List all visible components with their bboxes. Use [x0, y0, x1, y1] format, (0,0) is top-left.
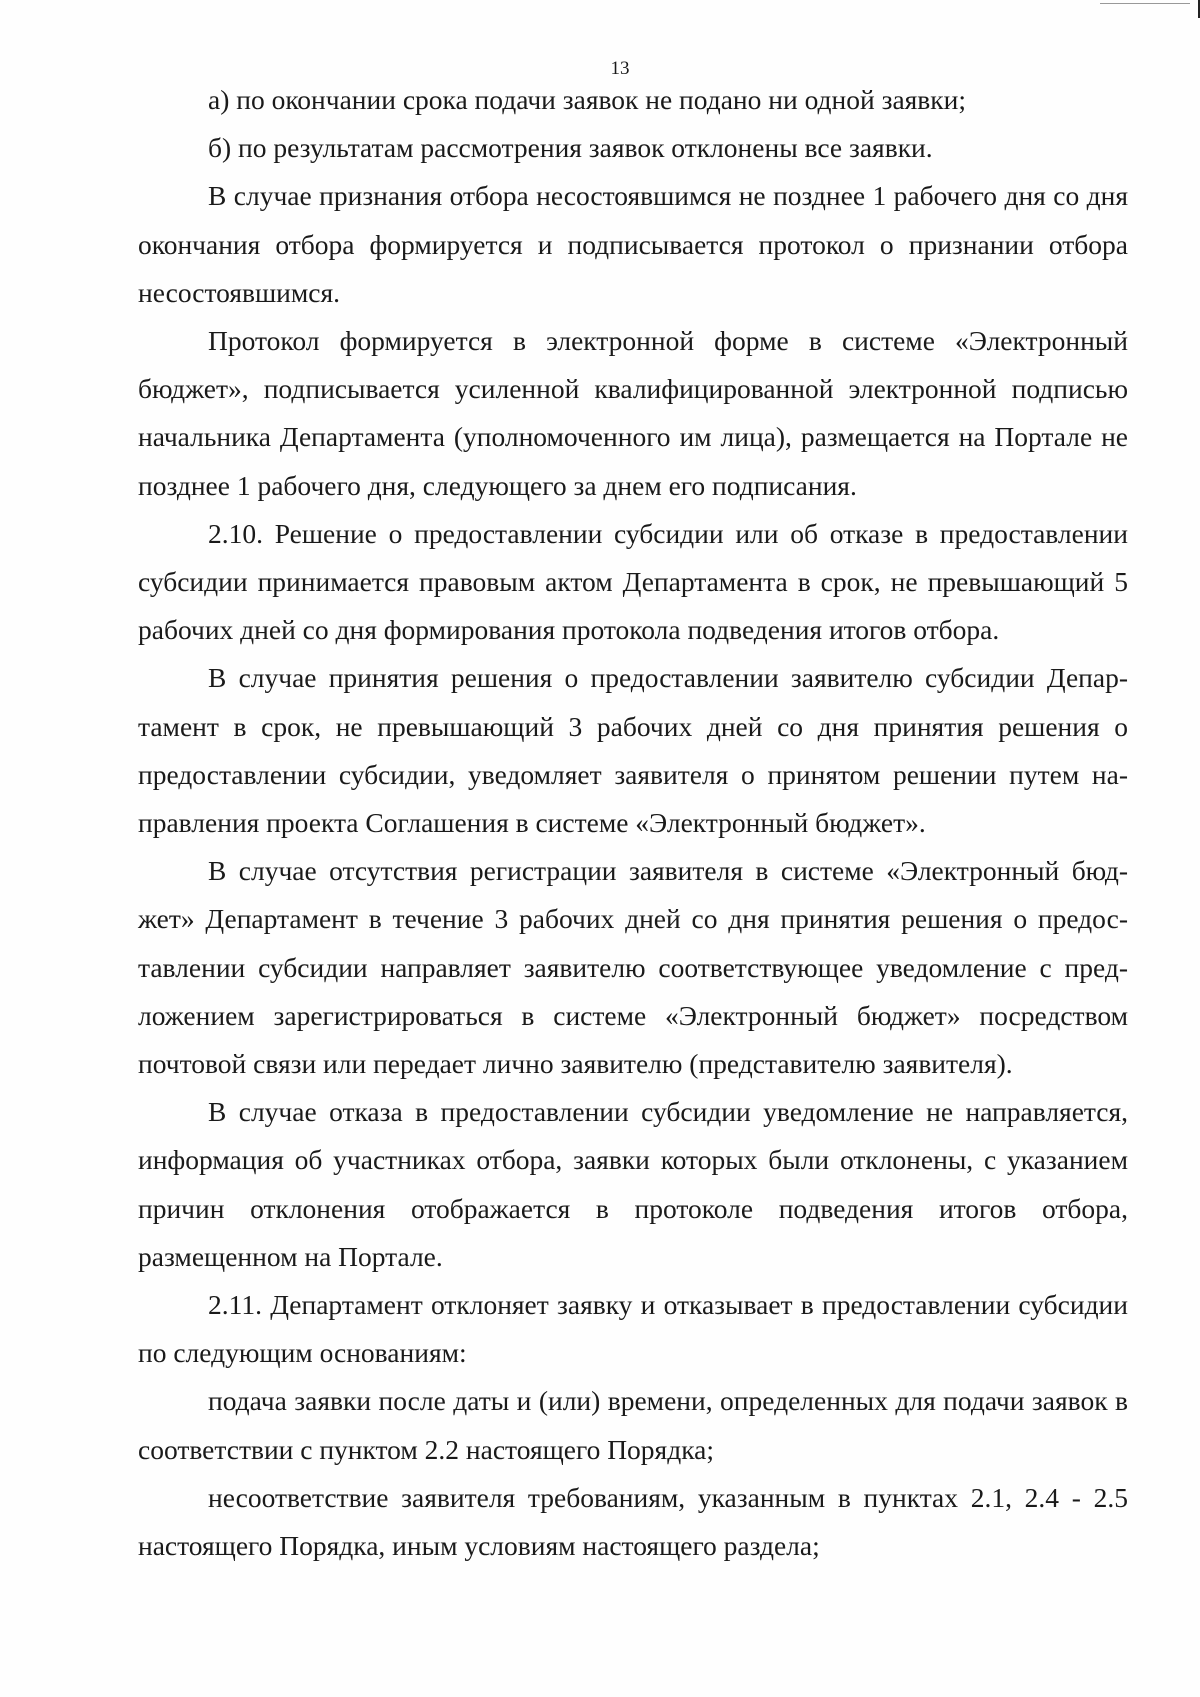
document-body: [138, 76, 1128, 1570]
scan-edge-mark: [1100, 0, 1190, 4]
paragraph-failed-selection: В случае признания отбора несостоявшимся не позднее 1 рабочего дня со дня окончания отбора формируется и подписывается протокол о признании отбора несостоявшимся.: [138, 180, 1128, 308]
paragraph-late-submission: подача заявки после даты и (или) времени, определенных для подачи заявок в соответствии с пунктом 2.2 настоящего Порядка;: [138, 1385, 1128, 1465]
paragraph-clause-2-10: 2.10. Решение о предоставлении субсидии или об отказе в предоставлении субсидии принимается правовым актом Департамента в срок, не превышающий 5 рабочих дней со дня формирования протокола подведения итогов отбора.: [138, 517, 1128, 646]
paragraph-clause-2-11: 2.11. Департамент отклоняет заявку и отказывает в предоставлении субсидии по следующим основаниям:: [138, 1289, 1128, 1369]
paragraph-item-b: б) по результатам рассмотрения заявок отклонены все заявки.: [208, 132, 933, 164]
paragraph-item-a: а) по окончании срока подачи заявок не подано ни одной заявки;: [208, 84, 966, 115]
page-number: 13: [610, 58, 630, 79]
paragraph-refusal: В случае отказа в предоставлении субсидии уведомление не направляется, информация об участниках отбора, заявки которых были отклонены, с указанием причин отклонения отображается в протоколе подведения итогов отбора, размещенном на Портале.: [138, 1096, 1128, 1272]
paragraph-nonconformity: несоответствие заявителя требованиям, указанным в пунктах 2.1, 2.4 - 2.5 настоящего Порядка, иным условиям настоящего раздела;: [138, 1481, 1128, 1562]
paragraph-no-registration: В случае отсутствия регистрации заявителя в системе «Электронный бюджет» Департамент в течение 3 рабочих дней со дня принятия решения о предоставлении субсидии направляет заявителю соответствующее уведомление с предложением зарегистрироваться в системе «Электронный бюджет» посредством почтовой связи или передает лично заявителю (представителю заявителя).: [138, 855, 1128, 1080]
paragraph-protocol: Протокол формируется в электронной форме в системе «Электронный бюджет», подписывается усиленной квалифицированной электронной подписью начальника Департамента (уполномоченного им лица), размещается на Портале не позднее 1 рабочего дня, следующего за днем его подписания.: [138, 325, 1128, 501]
paragraph-decision-granted: В случае принятия решения о предоставлении заявителю субсидии Департамент в срок, не превышающий 3 рабочих дней со дня принятия решения о предоставлении субсидии, уведомляет заявителя о принятом решении путем направления проекта Соглашения в системе «Электронный бюджет».: [138, 662, 1128, 839]
